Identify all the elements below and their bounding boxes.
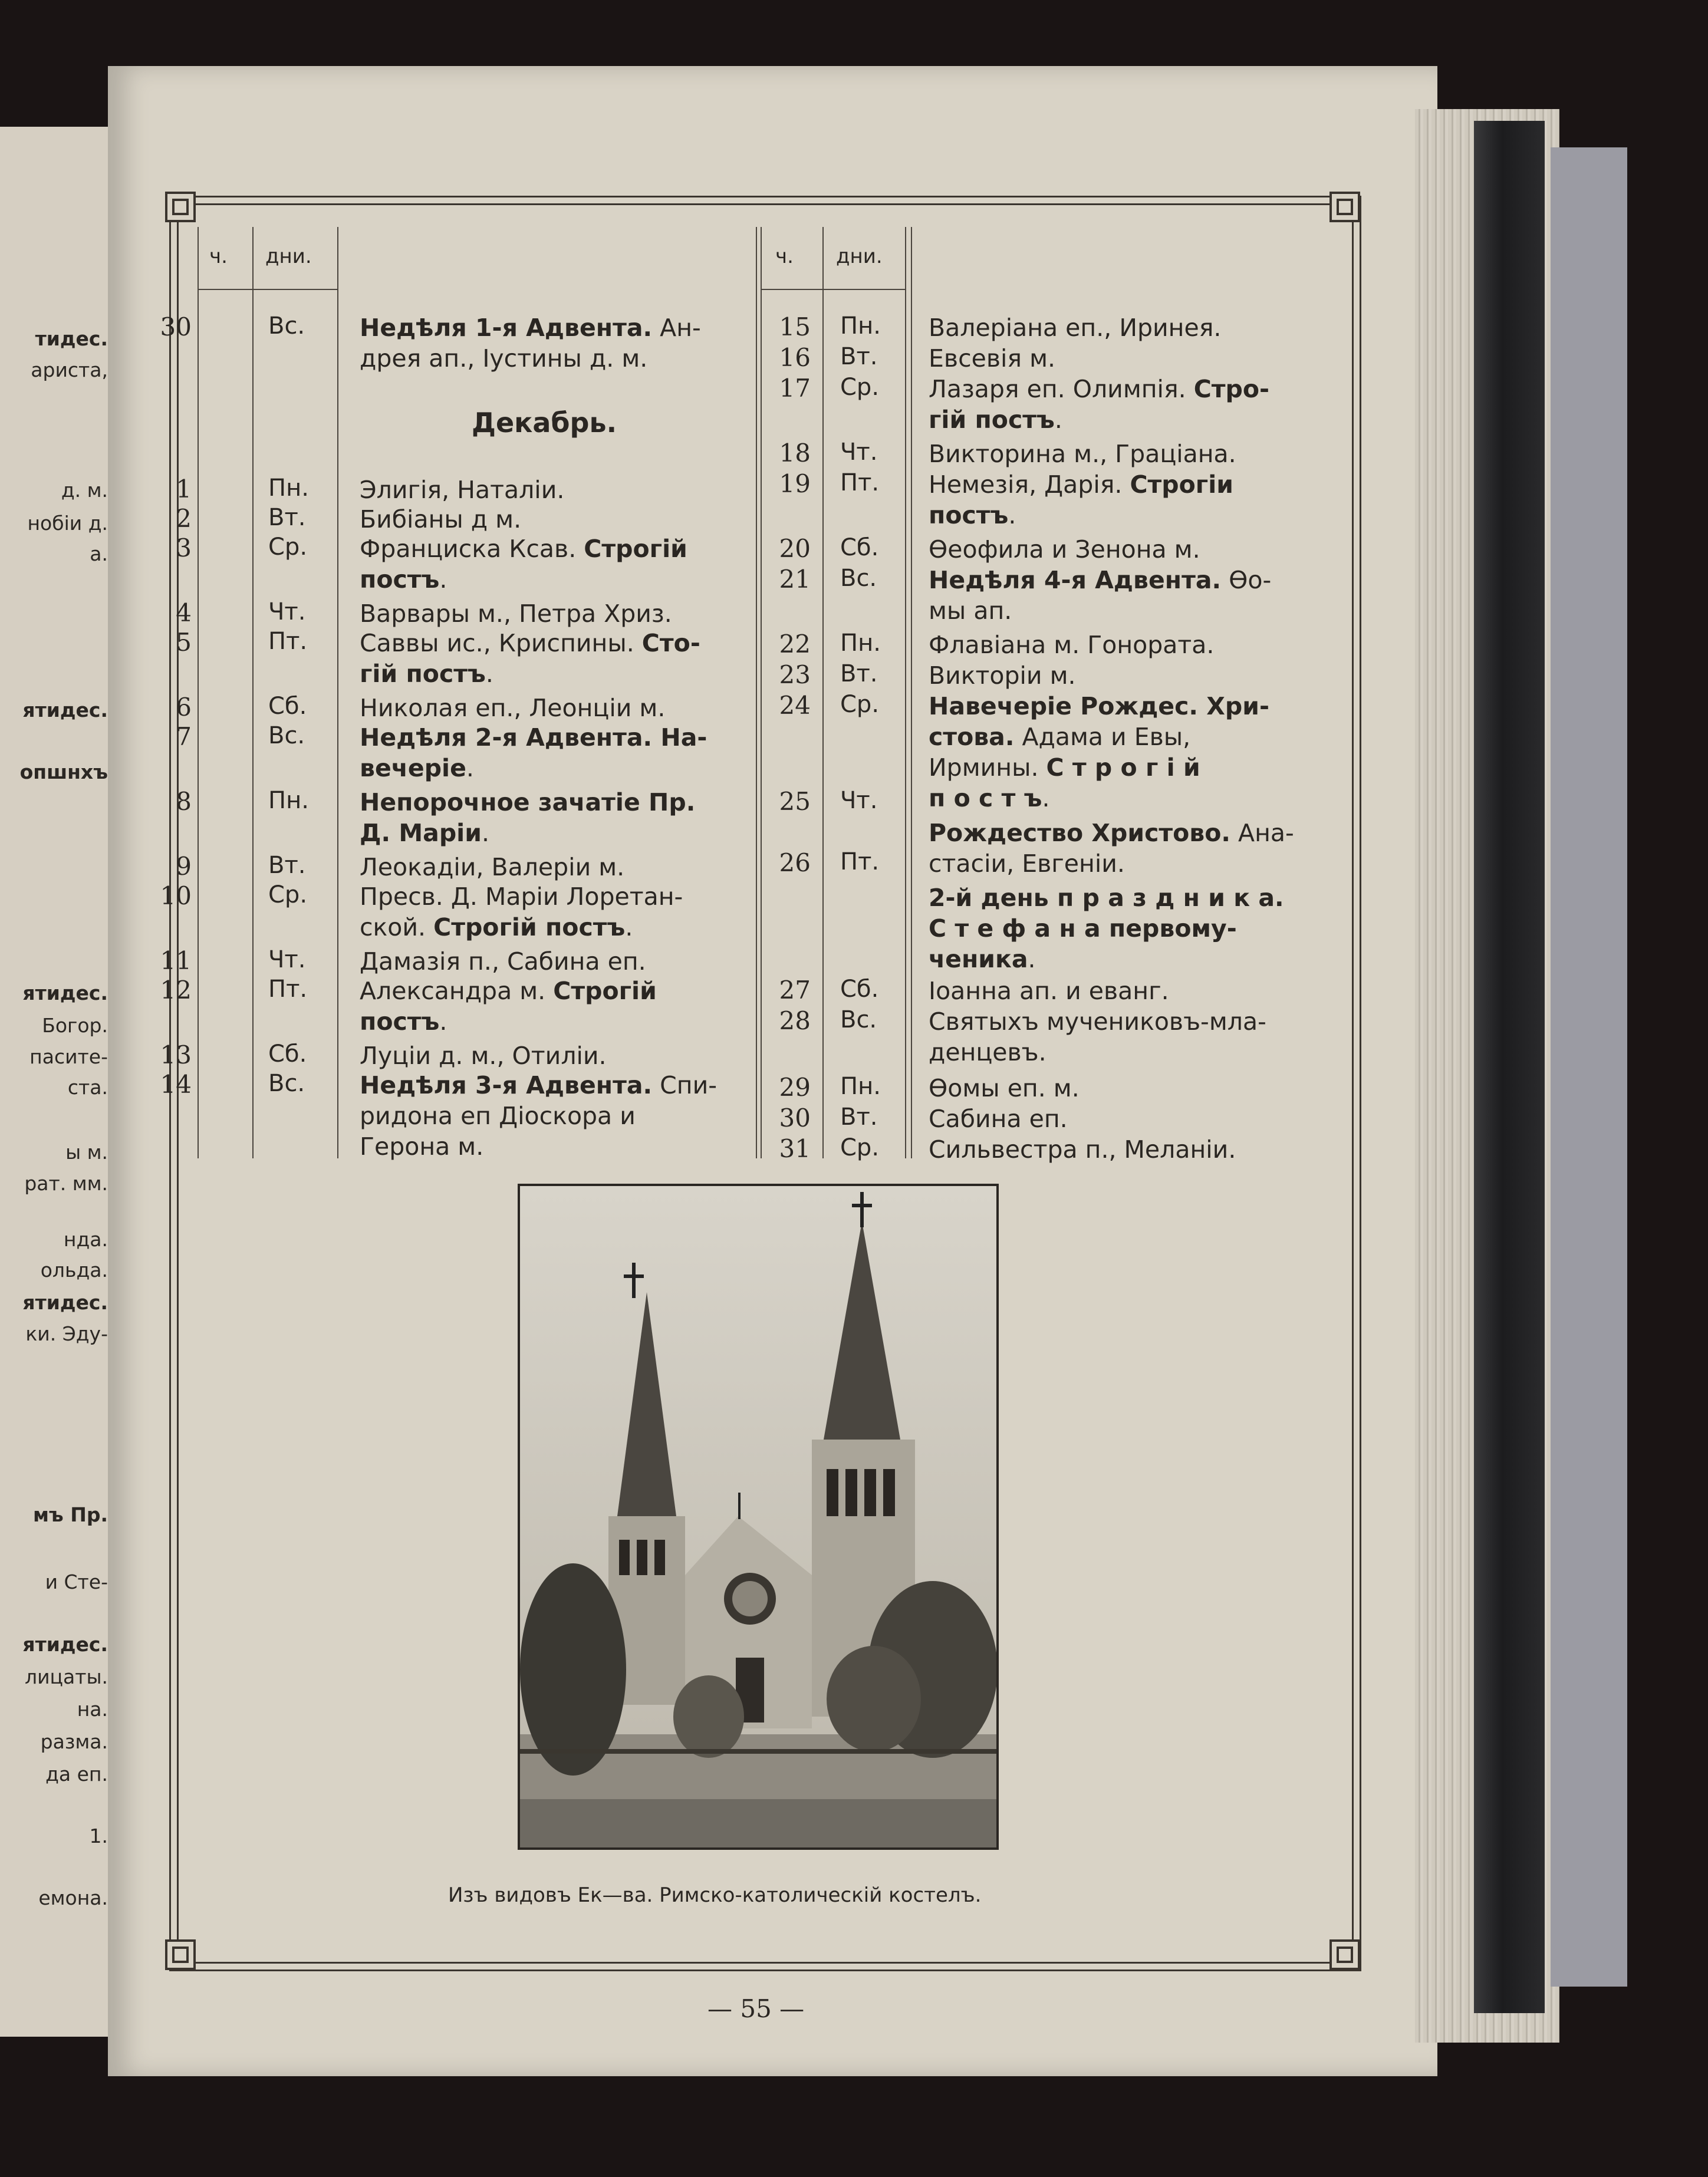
- left-page-line: нобіи д.: [27, 512, 108, 535]
- weekday: Вт.: [268, 504, 306, 531]
- church-illustration: [520, 1186, 996, 1847]
- entry-text: Недѣля 3-я Адвента. Спи-: [360, 1071, 718, 1099]
- left-page-line: нда.: [63, 1228, 108, 1251]
- entry-text: Викторіи м.: [929, 661, 1076, 690]
- weekday: Пн.: [840, 630, 881, 657]
- day-number: 6: [176, 693, 192, 722]
- day-number: 25: [779, 787, 811, 816]
- entry-text: Рождество Христово. Ана-: [929, 819, 1294, 847]
- entry-text: С т е ф а н а первому-: [929, 914, 1237, 943]
- day-number: 2: [176, 504, 192, 533]
- entry-text: ченика.: [929, 945, 1036, 973]
- column-rule: [337, 227, 338, 1158]
- left-page-line: мъ Пр.: [32, 1503, 108, 1526]
- day-number: 31: [779, 1134, 811, 1163]
- weekday: Вс.: [268, 1070, 305, 1097]
- day-number: 30: [779, 1104, 811, 1132]
- day-number: 23: [779, 660, 811, 689]
- entry-text: Ѳеофила и Зенона м.: [929, 535, 1200, 564]
- entry-text: дрея ап., Іустины д. м.: [360, 344, 648, 373]
- weekday: Пн.: [268, 475, 309, 502]
- weekday: Вт.: [840, 660, 878, 687]
- entry-text: ской. Строгій постъ.: [360, 913, 633, 941]
- entry-text: Николая еп., Леонціи м.: [360, 694, 666, 722]
- weekday: Сб.: [840, 534, 879, 561]
- entry-text: Навечеріе Рождес. Хри-: [929, 692, 1269, 720]
- day-number: 22: [779, 630, 811, 658]
- weekday: Вс.: [840, 565, 877, 592]
- weekday: Чт.: [268, 598, 306, 625]
- weekday: Вт.: [268, 852, 306, 879]
- day-number: 4: [176, 598, 192, 627]
- entry-text: Сильвестра п., Меланіи.: [929, 1135, 1236, 1164]
- entry-text: Валеріана еп., Иринея.: [929, 314, 1222, 342]
- month-heading: Декабрь.: [472, 407, 617, 439]
- left-page-line: ы м.: [65, 1141, 108, 1164]
- weekday: Вс.: [268, 722, 305, 749]
- entry-text: Франциска Ксав. Строгій: [360, 535, 687, 563]
- entry-text: постъ.: [360, 565, 447, 594]
- entry-text: Ѳомы еп. м.: [929, 1074, 1080, 1102]
- day-number: 5: [176, 628, 192, 657]
- left-page-line: и Сте-: [45, 1570, 108, 1593]
- day-number: 17: [779, 374, 811, 403]
- day-number: 11: [160, 946, 192, 975]
- entry-text: Непорочное зачатіе Пр.: [360, 788, 696, 816]
- page-number: — 55 —: [707, 1994, 805, 2023]
- entry-text: Варвары м., Петра Хриз.: [360, 600, 672, 628]
- entry-text: Флавіана м. Гонората.: [929, 631, 1215, 659]
- left-page-line: лицаты.: [25, 1665, 108, 1688]
- left-page-line: а.: [90, 542, 108, 565]
- photo-caption: Изъ видовъ Ек—ва. Римско-католическій костелъ.: [448, 1883, 982, 1907]
- left-page-line: опшнхъ: [19, 760, 108, 783]
- day-number: 18: [779, 439, 811, 467]
- weekday: Пн.: [840, 312, 881, 340]
- weekday: Ср.: [840, 374, 880, 401]
- left-page-line: ятидес.: [22, 1633, 108, 1656]
- book-cover-edge: [1551, 147, 1627, 1987]
- entry-text: постъ.: [360, 1007, 447, 1036]
- corner-ornament: [165, 192, 196, 222]
- left-page-line: ста.: [67, 1076, 108, 1099]
- entry-text: 2-й день п р а з д н и к а.: [929, 884, 1284, 912]
- column-rule: [252, 227, 254, 1158]
- day-number: 24: [779, 691, 811, 720]
- corner-ornament: [1329, 192, 1360, 222]
- weekday: Сб.: [268, 1040, 307, 1068]
- entry-text: Викторина м., Граціана.: [929, 440, 1236, 468]
- weekday: Вс.: [268, 312, 305, 340]
- entry-text: Луціи д. м., Отиліи.: [360, 1042, 607, 1070]
- left-page-line: ариста,: [31, 358, 108, 381]
- left-page-line: паситe-: [29, 1045, 108, 1068]
- church-photo: [518, 1184, 999, 1850]
- entry-text: гій постъ.: [929, 406, 1062, 434]
- entry-text: Элигія, Наталіи.: [360, 476, 565, 504]
- day-number: 16: [779, 343, 811, 372]
- day-number: 20: [779, 534, 811, 563]
- entry-text: Пресв. Д. Маріи Лоретан-: [360, 882, 683, 911]
- weekday: Вт.: [840, 343, 878, 370]
- corner-ornament: [165, 1939, 196, 1970]
- left-page-line: ольда.: [40, 1259, 108, 1282]
- weekday: Пт.: [268, 628, 308, 655]
- entry-text: Немезія, Дарія. Строгіи: [929, 470, 1234, 499]
- left-page-line: д. м.: [61, 479, 108, 502]
- day-number: 29: [779, 1073, 811, 1102]
- day-number: 15: [779, 312, 811, 341]
- entry-text: п о с т ъ.: [929, 784, 1050, 812]
- header-rule: [761, 289, 905, 290]
- weekday: Чт.: [840, 439, 878, 466]
- day-number: 9: [176, 852, 192, 881]
- entry-text: Д. Маріи.: [360, 819, 490, 847]
- weekday: Ср.: [268, 881, 308, 908]
- day-number: 1: [176, 475, 192, 503]
- weekday: Пт.: [268, 976, 308, 1003]
- book-spine-edge: [1474, 121, 1545, 2013]
- entry-text: Святыхъ мучениковъ-мла-: [929, 1007, 1266, 1036]
- entry-text: Недѣля 1-я Адвента. Ан-: [360, 314, 701, 342]
- left-page-line: 1.: [89, 1824, 108, 1847]
- header-days: дни.: [265, 245, 312, 268]
- header-num: ч.: [209, 245, 228, 268]
- weekday: Чт.: [840, 787, 878, 814]
- entry-text: гій постъ.: [360, 660, 493, 688]
- entry-text: Недѣля 4-я Адвента. Ѳо-: [929, 566, 1272, 594]
- entry-text: Іоанна ап. и еванг.: [929, 977, 1169, 1005]
- weekday: Ср.: [268, 533, 308, 561]
- entry-text: Лазаря еп. Олимпія. Стро-: [929, 375, 1270, 403]
- weekday: Пн.: [840, 1073, 881, 1100]
- weekday: Сб.: [840, 976, 879, 1003]
- entry-text: Сабина еп.: [929, 1105, 1068, 1133]
- left-page-line: емона.: [38, 1886, 108, 1909]
- entry-text: мы ап.: [929, 597, 1012, 625]
- entry-text: Бибіаны д м.: [360, 505, 522, 533]
- column-rule: [198, 227, 199, 1158]
- day-number: 7: [176, 722, 192, 751]
- left-page-fragment: [0, 127, 119, 2037]
- left-page-line: ятидес.: [22, 982, 108, 1004]
- left-page-line: на.: [77, 1698, 108, 1721]
- day-number: 3: [176, 533, 192, 562]
- header-days: дни.: [836, 245, 883, 268]
- left-page-line: ятидес.: [22, 1291, 108, 1314]
- column-rule: [905, 227, 906, 1158]
- left-page-line: ки. Эду-: [25, 1322, 108, 1345]
- weekday: Сб.: [268, 693, 307, 720]
- weekday: Ср.: [840, 691, 880, 718]
- entry-text: денцевъ.: [929, 1038, 1046, 1066]
- day-number: 8: [176, 787, 192, 816]
- weekday: Пн.: [268, 787, 309, 814]
- day-number: 12: [160, 976, 192, 1004]
- left-page-line: рат. мм.: [24, 1172, 108, 1195]
- day-number: 30: [160, 312, 192, 341]
- header-num: ч.: [775, 245, 794, 268]
- entry-text: стова. Адама и Евы,: [929, 723, 1191, 751]
- weekday: Чт.: [268, 946, 306, 973]
- corner-ornament: [1329, 1939, 1360, 1970]
- weekday: Пт.: [840, 469, 880, 496]
- entry-text: ридона еп Діоскора и: [360, 1102, 636, 1130]
- weekday: Пт.: [840, 848, 880, 875]
- day-number: 13: [160, 1040, 192, 1069]
- entry-text: Леокадіи, Валеріи м.: [360, 853, 625, 881]
- entry-text: Герона м.: [360, 1132, 484, 1161]
- column-rule: [822, 227, 824, 1158]
- day-number: 27: [779, 976, 811, 1004]
- day-number: 14: [160, 1070, 192, 1099]
- left-page-line: ятидес.: [22, 699, 108, 722]
- weekday: Вт.: [840, 1104, 878, 1131]
- left-page-line: тидес.: [35, 327, 108, 350]
- header-rule: [198, 289, 337, 290]
- entry-text: вечеріе.: [360, 754, 474, 782]
- left-page-line: Богор.: [42, 1014, 108, 1037]
- column-rule: [911, 227, 912, 1158]
- entry-text: Ирмины. С т р о г і й: [929, 753, 1200, 782]
- day-number: 10: [160, 881, 192, 910]
- entry-text: Саввы ис., Криспины. Сто-: [360, 629, 700, 657]
- day-number: 19: [779, 469, 811, 498]
- day-number: 26: [779, 848, 811, 877]
- weekday: Вс.: [840, 1006, 877, 1033]
- entry-text: Евсевія м.: [929, 344, 1056, 373]
- entry-text: постъ.: [929, 501, 1016, 529]
- entry-text: стасіи, Евгеніи.: [929, 849, 1125, 878]
- day-number: 21: [779, 565, 811, 594]
- weekday: Ср.: [840, 1134, 880, 1161]
- left-page-line: разма.: [40, 1730, 108, 1753]
- entry-text: Недѣля 2-я Адвента. На-: [360, 723, 707, 752]
- left-page-line: да еп.: [45, 1763, 108, 1786]
- entry-text: Дамазія п., Сабина еп.: [360, 947, 646, 976]
- entry-text: Александра м. Строгій: [360, 977, 657, 1005]
- day-number: 28: [779, 1006, 811, 1035]
